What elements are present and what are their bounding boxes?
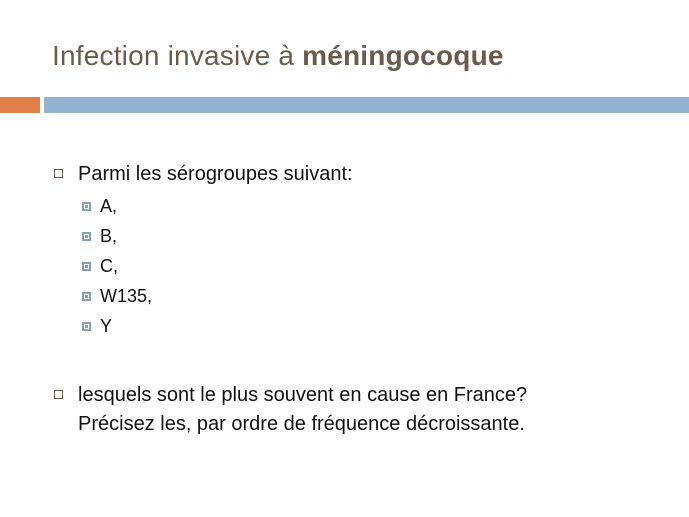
- square-bullet-icon: [82, 292, 91, 301]
- slide-title: [52, 40, 504, 72]
- title-bold-text: méningocoque: [302, 40, 504, 71]
- square-bullet-icon: [82, 322, 91, 331]
- title-regular-text: Infection invasive à: [52, 40, 303, 71]
- sub-item-text: W135,: [100, 286, 153, 306]
- hollow-square-bullet-icon: [54, 169, 63, 178]
- square-bullet-icon: [82, 262, 91, 271]
- sub-item-text: C,: [100, 256, 118, 276]
- accent-bar-blue: [44, 97, 689, 113]
- question-line-1: lesquels sont le plus souvent en cause en France?: [78, 384, 528, 406]
- question-line-2: Précisez les, par ordre de fréquence décroissante.: [78, 413, 525, 435]
- sub-item-text: Y: [100, 316, 113, 336]
- accent-bar-orange: [0, 97, 40, 113]
- bullet-item-question: [54, 381, 654, 439]
- sub-item-text: A,: [100, 196, 118, 216]
- square-bullet-icon: [82, 202, 91, 211]
- sub-item-text: B,: [100, 226, 118, 246]
- bullet-text: Parmi les sérogroupes suivant:: [78, 163, 353, 185]
- bullet-item-serogroups: [54, 160, 654, 189]
- square-bullet-icon: [82, 232, 91, 241]
- hollow-square-bullet-icon: [54, 390, 63, 399]
